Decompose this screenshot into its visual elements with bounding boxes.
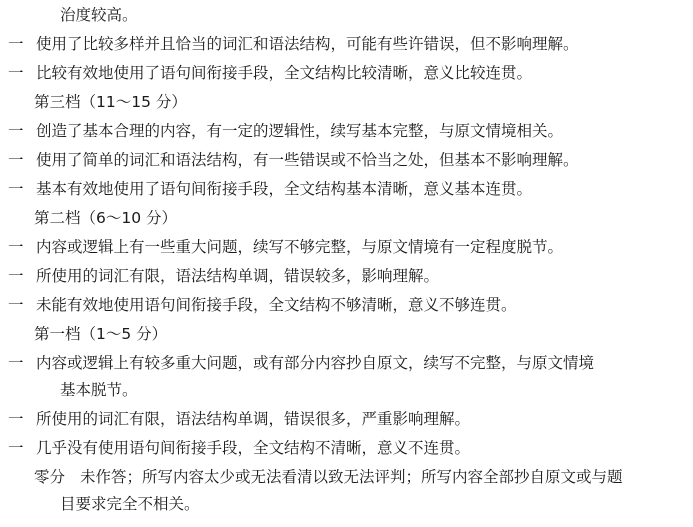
line-text: 目要求完全不相关。 xyxy=(60,495,200,513)
criterion-text: 创造了基本合理的内容，有一定的逻辑性，续写基本完整，与原文情境相关。 xyxy=(36,122,564,140)
dash-bullet: 一 xyxy=(8,180,24,198)
dash-bullet: 一 xyxy=(8,151,24,169)
dash-bullet: 一 xyxy=(8,122,24,140)
dash-bullet: 一 xyxy=(8,238,24,256)
criterion-text: 使用了简单的词汇和语法结构，有一些错误或不恰当之处，但基本不影响理解。 xyxy=(36,151,579,169)
grade-heading-text: 第一档（1～5 分） xyxy=(34,325,168,343)
dash-bullet: 一 xyxy=(8,439,24,457)
criterion-text: 未能有效地使用语句间衔接手段，全文结构不够清晰，意义不够连贯。 xyxy=(36,296,517,314)
criterion-text: 基本有效地使用了语句间衔接手段，全文结构基本清晰，意义基本连贯。 xyxy=(36,180,533,198)
dash-bullet: 一 xyxy=(8,354,24,372)
criterion-text: 几乎没有使用语句间衔接手段，全文结构不清晰，意义不连贯。 xyxy=(36,439,471,457)
criterion-text: 未作答；所写内容太少或无法看清以致无法评判；所写内容全部抄自原文或与题 xyxy=(80,468,623,486)
grade-heading-text: 第三档（11～15 分） xyxy=(34,93,187,111)
criterion-text: 内容或逻辑上有较多重大问题，或有部分内容抄自原文，续写不完整，与原文情境 xyxy=(36,354,595,372)
criterion-text: 比较有效地使用了语句间衔接手段，全文结构比较清晰，意义比较连贯。 xyxy=(36,64,533,82)
dash-bullet: 一 xyxy=(8,35,24,53)
criterion-text: 所使用的词汇有限，语法结构单调，错误较多，影响理解。 xyxy=(36,267,440,285)
dash-bullet: 一 xyxy=(8,64,24,82)
dash-bullet: 一 xyxy=(8,267,24,285)
dash-bullet: 一 xyxy=(8,410,24,428)
zero-score-label: 零分 xyxy=(34,468,66,486)
grade-heading-text: 第二档（6～10 分） xyxy=(34,209,178,227)
criterion-text: 所使用的词汇有限，语法结构单调，错误很多，严重影响理解。 xyxy=(36,410,471,428)
dash-bullet: 一 xyxy=(8,296,24,314)
criterion-text: 使用了比较多样并且恰当的词汇和语法结构，可能有些许错误，但不影响理解。 xyxy=(36,35,579,53)
criterion-text: 内容或逻辑上有一些重大问题，续写不够完整，与原文情境有一定程度脱节。 xyxy=(36,238,564,256)
line-text: 治度较高。 xyxy=(60,6,138,24)
line-text: 基本脱节。 xyxy=(60,381,138,399)
